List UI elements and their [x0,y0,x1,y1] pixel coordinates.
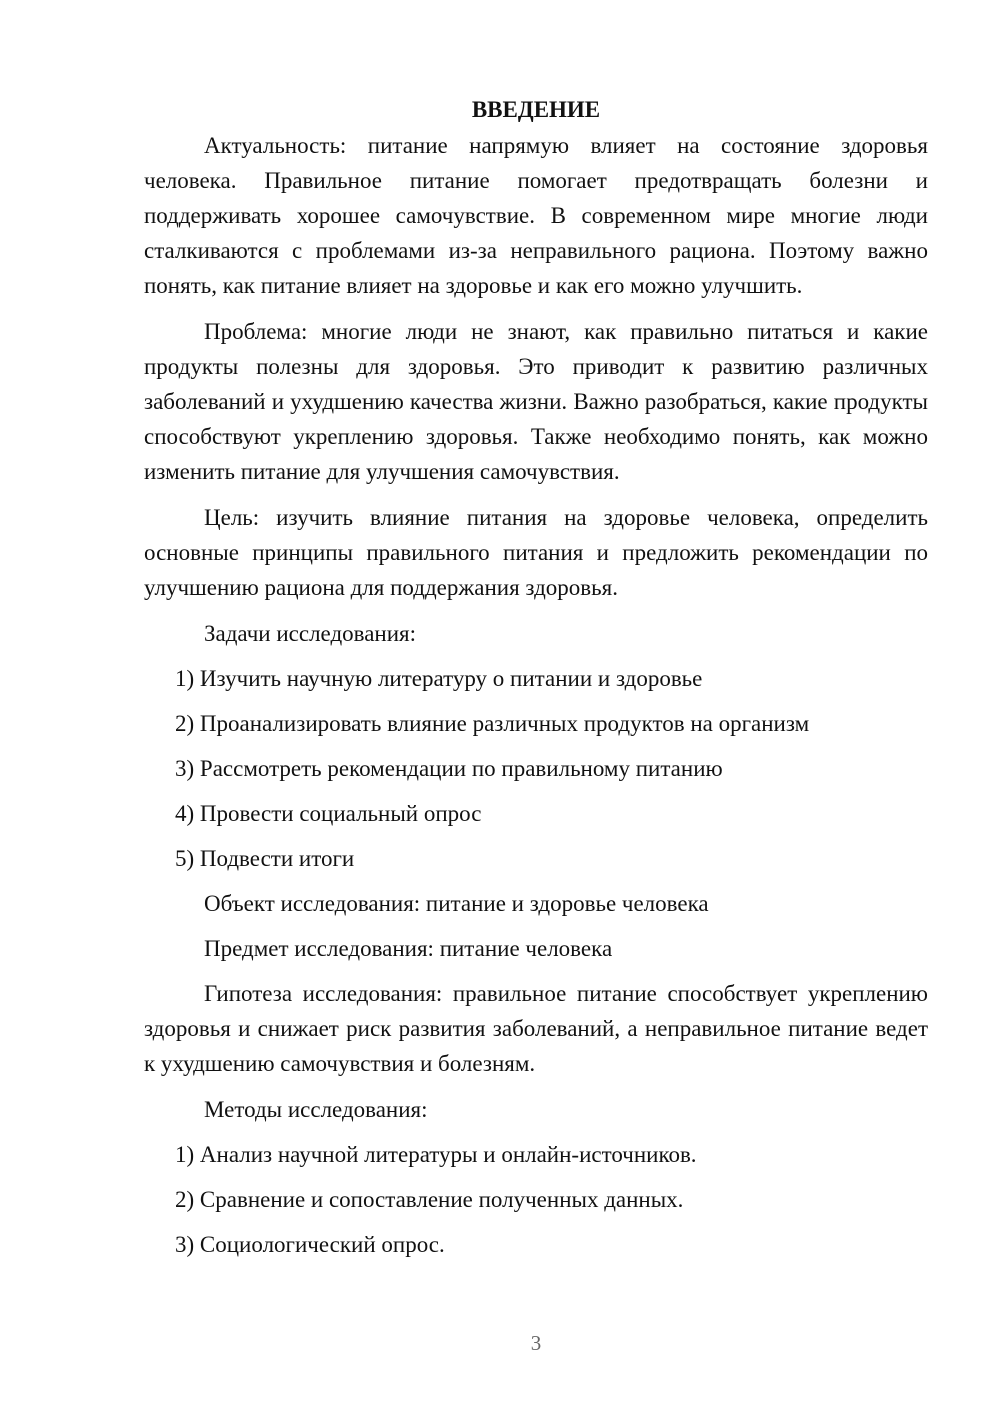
method-item: 3) Социологический опрос. [175,1232,445,1257]
method-item: 2) Сравнение и сопоставление полученных данных. [175,1187,684,1212]
section-title: ВВЕДЕНИЕ [471,97,601,122]
page-body [144,94,928,1272]
task-item: 1) Изучить научную литературу о питании и здоровье [175,666,703,691]
methods-heading: Методы исследования: [204,1097,428,1122]
task-item: 2) Проанализировать влияние различных продуктов на организм [175,711,810,736]
goal-paragraph: Цель: изучить влияние питания на здоровье человека, определить основные принципы правильного питания и предложить рекомендации по улучшению рациона для поддержания здоровья. [144,505,928,600]
task-item: 4) Провести социальный опрос [175,801,482,826]
research-object: Объект исследования: питание и здоровье человека [204,891,709,916]
hypothesis-paragraph: Гипотеза исследования: правильное питание способствует укреплению здоровья и снижает риск развития заболеваний, а неправильное питание ведет к ухудшению самочувствия и болезням. [144,981,928,1076]
relevance-paragraph: Актуальность: питание напрямую влияет на состояние здоровья человека. Правильное питание помогает предотвращать болезни и поддерживать хорошее самочувствие. В современном мире многие люди сталкиваются с проблемами из-за неправильного рациона. Поэтому важно понять, как питание влияет на здоровье и как его можно улучшить. [144,133,928,298]
research-subject: Предмет исследования: питание человека [204,936,613,961]
tasks-heading: Задачи исследования: [204,621,417,646]
page-number: 3 [530,1331,542,1355]
task-item: 5) Подвести итоги [175,846,355,871]
problem-paragraph: Проблема: многие люди не знают, как правильно питаться и какие продукты полезны для здоровья. Это приводит к развитию различных заболеваний и ухудшению качества жизни. Важно разобраться, какие продукты способствуют укреплению здоровья. Также необходимо понять, как можно изменить питание для улучшения самочувствия. [144,319,928,484]
task-item: 3) Рассмотреть рекомендации по правильному питанию [175,756,723,781]
method-item: 1) Анализ научной литературы и онлайн-источников. [175,1142,697,1167]
